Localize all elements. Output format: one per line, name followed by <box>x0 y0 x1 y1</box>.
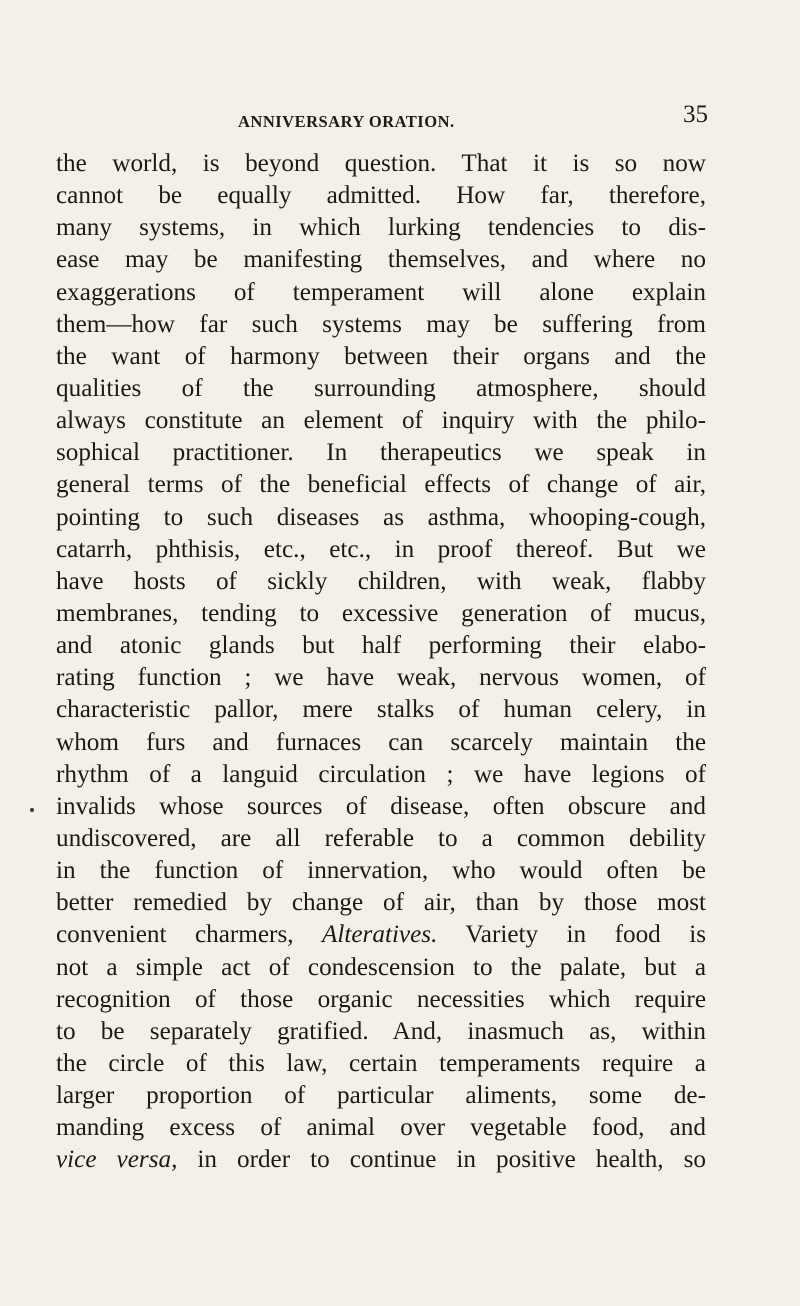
margin-mark <box>30 808 34 812</box>
text-fragment: in order to continue in positive health, so <box>177 1146 707 1174</box>
text-line: many systems, in which lurking tendencies to dis- <box>56 214 706 242</box>
text-line: undiscovered, are all referable to a common debility <box>56 824 706 852</box>
italic-term-alteratives: Alteratives. <box>321 921 438 949</box>
text-line: whom furs and furnaces can scarcely maintain the <box>56 728 706 756</box>
text-line: the want of harmony between their organs and the <box>56 342 706 370</box>
text-line-with-italic <box>56 1144 706 1176</box>
text-line: ease may be manifesting themselves, and where no <box>56 246 706 274</box>
page-number: 35 <box>683 101 708 128</box>
text-line: cannot be equally admitted. How far, therefore, <box>56 182 706 210</box>
text-line: larger proportion of particular aliments, some de- <box>56 1082 706 1110</box>
text-line: and atonic glands but half performing their elabo- <box>56 632 706 660</box>
text-line: to be separately gratified. And, inasmuch as, within <box>56 1017 706 1045</box>
text-line: the world, is beyond question. That it is so now <box>56 150 706 177</box>
text-line: rhythm of a languid circulation ; we have legions of <box>56 760 706 788</box>
text-fragment: convenient charmers, <box>56 921 322 949</box>
text-line: better remedied by change of air, than by those most <box>56 889 706 917</box>
text-line: always constitute an element of inquiry with the philo- <box>56 407 706 435</box>
text-line-with-italic <box>56 919 706 951</box>
text-line: have hosts of sickly children, with weak, flabby <box>56 567 706 595</box>
text-line: recognition of those organic necessities which require <box>56 985 706 1013</box>
text-line: in the function of innervation, who would often be <box>56 857 706 885</box>
text-line: catarrh, phthisis, etc., etc., in proof thereof. But we <box>56 535 706 563</box>
text-line: exaggerations of temperament will alone explain <box>56 278 706 306</box>
text-line: general terms of the beneficial effects of change of air, <box>56 471 706 499</box>
italic-term-vice-versa: vice versa, <box>56 1146 178 1174</box>
text-line: not a simple act of condescension to the palate, but a <box>56 953 706 981</box>
text-line: rating function ; we have weak, nervous women, of <box>56 664 706 692</box>
text-line: manding excess of animal over vegetable food, and <box>56 1114 706 1142</box>
text-line: sophical practitioner. In therapeutics we speak in <box>56 439 706 467</box>
text-line: qualities of the surrounding atmosphere, should <box>56 374 706 402</box>
text-line: them—how far such systems may be suffering from <box>56 310 706 338</box>
text-line: the circle of this law, certain temperaments require a <box>56 1049 706 1077</box>
text-line: membranes, tending to excessive generation of mucus, <box>56 599 706 627</box>
body-text <box>56 148 706 1177</box>
text-line: pointing to such diseases as asthma, whooping-cough, <box>56 503 706 531</box>
text-fragment: Variety in food is <box>437 921 706 949</box>
text-line: invalids whose sources of disease, often obscure and <box>56 792 706 820</box>
running-head-title: ANNIVERSARY ORATION. <box>238 112 455 131</box>
text-line: characteristic pallor, mere stalks of human celery, in <box>56 696 706 724</box>
